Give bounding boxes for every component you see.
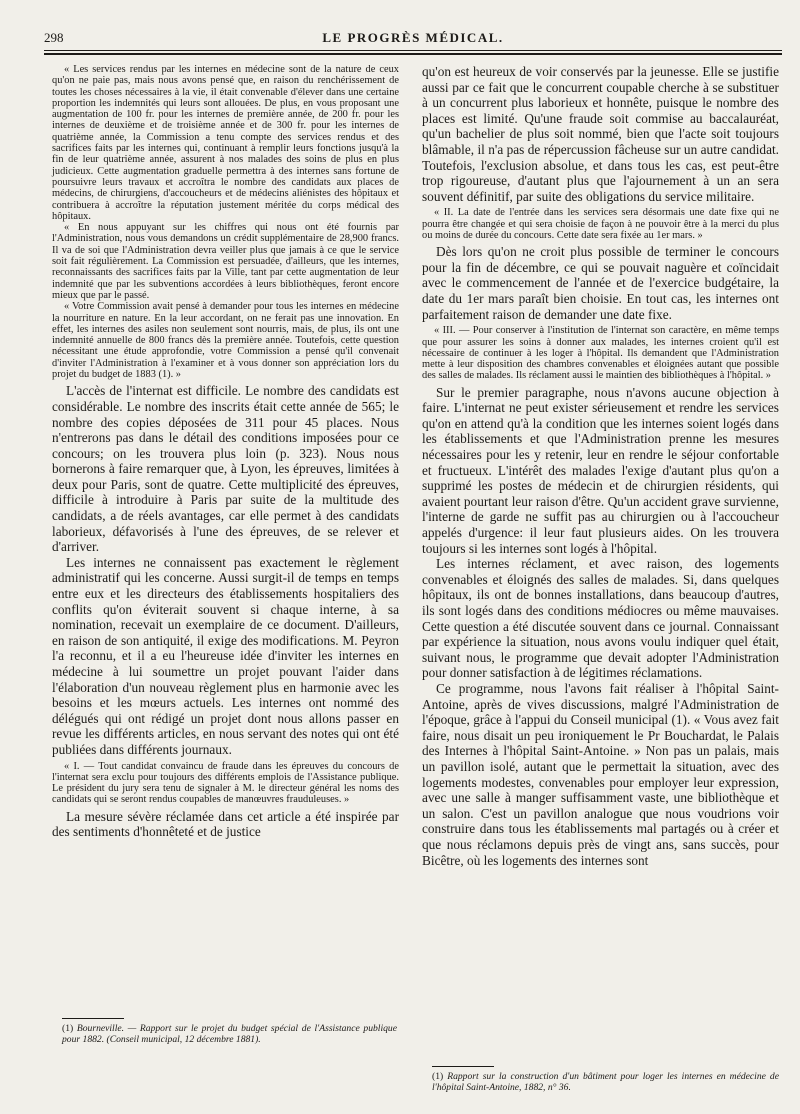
- journal-title: LE PROGRÈS MÉDICAL.: [322, 30, 504, 45]
- body-paragraph: Les internes réclament, et avec raison, des logements convenables et éloignés des salles de malades. Si, dans quelques hôpitaux, ils ont de bonnes installations, dans beaucoup d'autres, ils sont logés dans des conditions médiocres ou même mauvaises. Cette question a été discutée souvent dans ce journal. Connaissant par expérience la situation, nous avons voulu indiquer quel était, suivant nous, le programme que devait adopter l'Administration pour donner satisfaction à de légitimes réclamations.: [422, 556, 779, 681]
- quote-paragraph: « III. — Pour conserver à l'institution de l'internat son caractère, en même temps que pour assurer les soins à donner aux malades, les internes croient qu'il est nécessaire de continuer à les loger à l'hôpital. Ils demandent que l'Administration mette à leur disposition des chambres convenables et éloignées autant que possible des salles de malades. Ils réclament aussi le maintien des bibliothèques à l'hôpital. »: [422, 325, 779, 382]
- header-rule-thick: [44, 53, 782, 55]
- quote-paragraph: « II. La date de l'entrée dans les services sera désormais une date fixe qui ne pourra être changée et qui sera choisie de façon à ne pouvoir être à la merci du plus ou moins de durée du concours. Cette date sera fixée au 1er mars. »: [422, 207, 779, 241]
- body-paragraph: La mesure sévère réclamée dans cet article a été inspirée par des sentiments d'honnêteté et de justice: [52, 808, 399, 840]
- footnote-left: [62, 1023, 397, 1045]
- body-paragraph: Les internes ne connaissent pas exactement le règlement administratif qui les concerne. Aussi surgit-il de temps en temps entre eux et les directeurs des établissements hospitaliers des conflits qu'on éviterait souvent si chaque interne, à sa nomination, recevait un exemplaire de ce document. D'ailleurs, en raison de son antiquité, il exige des modifications. M. Peyron l'a reconnu, et il a eu l'heureuse idée d'inviter les internes en médecine à lui soumettre un projet pouvant l'aider dans l'élaboration d'un nouveau règlement plus en harmonie avec les besoins et les mœurs actuels. Les internes ont nommé des délégués qui ont rédigé un projet dont nous allons passer en revue les différents articles, en nous servant des notes qui ont été publiées dans différents journaux.: [52, 554, 399, 757]
- footnote-right: [432, 1071, 779, 1093]
- body-paragraph: L'accès de l'internat est difficile. Le nombre des candidats est considérable. Le nombre des inscrits était cette année de 565; le nombre des copies déposées de 311 pour 45 places. Nous n'entrerons pas dans le détail des conditions imposées pour ce concours; on les trouvera plus loin (p. 323). Nous nous bornerons à faire remarquer que, à Lyon, les épreuves, limitées à deux pour Paris, sont de quatre. Cette multiplicité des épreuves, difficile à introduire à Paris par suite de la multitude des candidats, a de réels avantages, car elle permet à des candidats laborieux, défavorisés à l'une des épreuves, de se relever et d'arriver.: [52, 383, 399, 555]
- right-column: [422, 64, 779, 868]
- footnote-rule: [432, 1066, 494, 1067]
- quote-paragraph: « I. — Tout candidat convaincu de fraude dans les épreuves du concours de l'internat sera exclu pour toujours des différents emplois de l'Assistance publique. Le président du jury sera tenu de signaler à M. le directeur général les noms des candidats qui se seront rendus coupables de manœuvres frauduleuses. »: [52, 760, 399, 806]
- left-column: [52, 64, 399, 840]
- footnote-text: Bourneville. — Rapport sur le projet du budget spécial de l'Assistance publique pour 1882. (Conseil municipal, 12 décembre 1881).: [62, 1023, 397, 1045]
- quote-paragraph: « Les services rendus par les internes en médecine sont de la nature de ceux qu'on ne paie pas, mais nous avons pensé que, en raison du renchérissement de toutes les choses nécessaires à la vie, il était convenable d'élever dans une certaine proportion les indemnités qui leurs sont allouées. De plus, en vous proposant une augmentation de 100 fr. pour les internes de première année, de 200 fr. pour les internes de deuxième et de troisième année et de 300 fr. pour les internes de quatrième année, la Commission a tenu compte des services rendus et des sacrifices faits par les internes qui, continuant à remplir leurs fonctions jusqu'à la fin de leur quatrième année, assurent à nos malades des soins de plus en plus judicieux. Cette augmentation graduelle permettra à des internes sans fortune de poursuivre leurs travaux et accroîtra le nombre des candidats aux places de médecins, de chirurgiens, d'accoucheurs et de médecins aliénistes des hôpitaux et contribuera à accroître la réputation justement méritée du corps médical des hôpitaux.: [52, 64, 399, 222]
- body-paragraph: Sur le premier paragraphe, nous n'avons aucune objection à faire. L'internat ne peut exister sérieusement et rendre les services qu'on en attend qu'à la condition que les internes soient logés dans les établissements et que l'Administration prenne les mesures nécessaires pour les y retenir, leur en rendre le séjour confortable et fructueux. L'intérêt des malades l'exige d'autant plus qu'on a supprimé les postes de médecin et de chirurgien résidents, qui avaient pourtant leur raison d'être. Qu'un accident grave survienne, l'interne de garde ne suffit pas au chirurgien ou à l'accoucheur appelés d'urgence: il leur faut plusieurs aides. On les trouvera toujours si les internes sont logés à l'hôpital.: [422, 384, 779, 556]
- quote-paragraph: « En nous appuyant sur les chiffres qui nous ont été fournis par l'Administration, nous vous demandons un crédit supplémentaire de 28,900 francs. Il va de soi que l'Administration devra veiller plus que jamais à ce que le service soit fait régulièrement. La Commission est persuadée, d'ailleurs, que les internes, reconnaissants des sacrifices faits par la Ville, tant par cette augmentation de leur indemnité que par les subventions accordées à leurs bibliothèques, feront encore mieux que par le passé.: [52, 222, 399, 301]
- page-number: 298: [44, 30, 64, 45]
- header-rule: [44, 50, 782, 51]
- body-paragraph: Ce programme, nous l'avons fait réaliser à l'hôpital Saint-Antoine, après de vives discussions, malgré l'Administration de l'époque, grâce à l'appui du Conseil municipal (1). « Vous avez fait faire, nous disait un peu ironiquement le Pr Bouchardat, le Palais des Internes à l'hôpital Saint-Antoine. » Non pas un palais, mais un pavillon isolé, autant que le permettait la situation, avec des logements modestes, convenables pour employer leur expression, avec une salle à manger suffisamment vaste, une bibliothèque et un salon. C'est un pavillon analogue que nous voudrions voir construire dans tous les établissements mal partagés ou à créer et que nous réclamons depuis près de vingt ans, sans succès, pour Bicêtre, où les logements des internes sont: [422, 680, 779, 868]
- page-header: [44, 28, 782, 48]
- footnote-number: (1): [62, 1023, 74, 1034]
- footnote-number: (1): [432, 1071, 444, 1082]
- footnote-text: Rapport sur la construction d'un bâtiment pour loger les internes en médecine de l'hôpital Saint-Antoine, 1882, n° 36.: [432, 1071, 779, 1093]
- quote-paragraph: « Votre Commission avait pensé à demander pour tous les internes en médecine la nourriture en nature. En la leur accordant, on ne ferait pas une innovation. En effet, les internes des asiles non seulement sont nourris, mais, de plus, ils ont une indemnité annuelle de 800 francs dès la première année. Toutefois, cette question nécessitant une étude approfondie, votre Commission a pensé qu'il convenait d'inviter l'Administration à l'examiner et à vous donner son appréciation lors du projet du budget de 1883 (1). »: [52, 301, 399, 381]
- footnote-rule: [62, 1018, 124, 1019]
- body-paragraph: Dès lors qu'on ne croit plus possible de terminer le concours pour la fin de décembre, ce qui se pouvait naguère et coïncidait avec le commencement de l'année et de l'exercice budgétaire, la date du 1er mars paraît bien choisie. En tout cas, les internes ont parfaitement raison de demander une date fixe.: [422, 244, 779, 322]
- body-paragraph: qu'on est heureux de voir conservés par la jeunesse. Elle se justifie aussi par ce fait que le concurrent coupable cherche à se substituer à un concurrent plus laborieux et honnête, puisque le nombre des places est limité. Qu'une fraude soit commise au baccalauréat, qu'un bachelier de plus soit nommé, bien que l'acte soit toujours blâmable, il n'a pas de répercussion fâcheuse sur un autre candidat. Toutefois, l'exclusion absolue, et dans tous les cas, est peut-être trop rigoureuse, d'autant plus que l'ajournement à un an sera souvent définitif, par suite des obligations du service militaire.: [422, 64, 779, 204]
